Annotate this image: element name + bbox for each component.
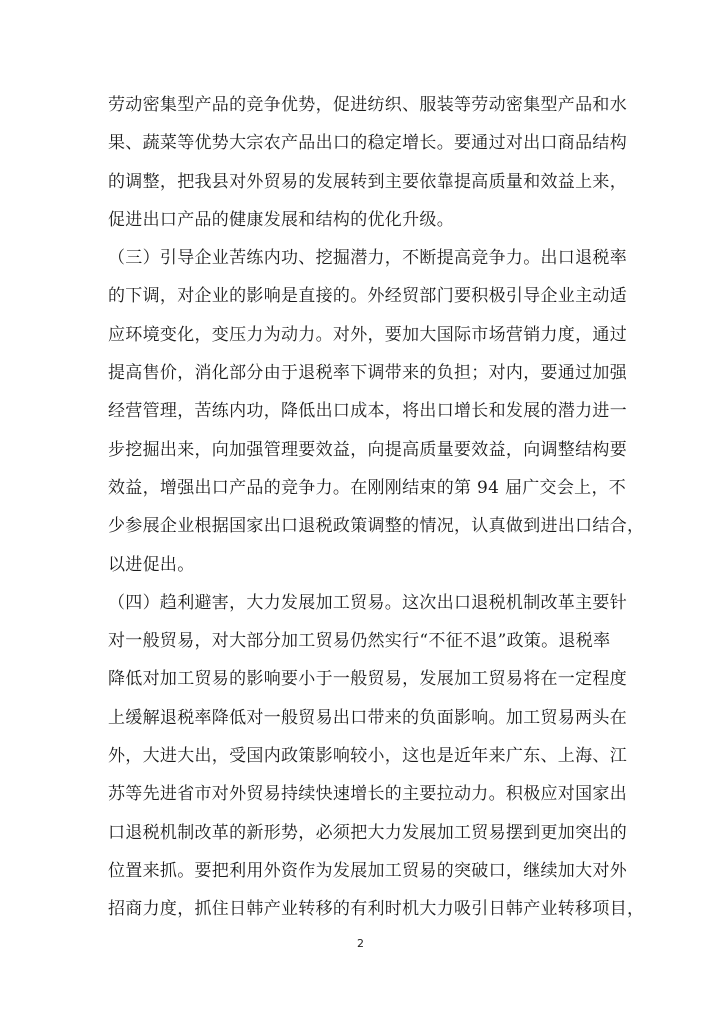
text-line: 少参展企业根据国家出口退税政策调整的情况，认真做到进出口结合，	[108, 516, 645, 537]
text-line: 效益，增强出口产品的竞争力。在刚刚结束的第 94 届广交会上，不	[108, 477, 627, 498]
text-line: 口退税机制改革的新形势，必须把大力发展加工贸易摆到更加突出的	[108, 822, 627, 843]
text-line: 促进出口产品的健康发展和结构的优化升级。	[108, 209, 454, 230]
text-line: 劳动密集型产品的竞争优势，促进纺织、服装等劳动密集型产品和水	[108, 95, 627, 115]
section-heading-line: （三）引导企业苦练内功、挖掘潜力，不断提高竞争力。出口退税率	[108, 248, 627, 269]
text-line: 步挖掘出来，向加强管理要效益，向提高质量要效益，向调整结构要	[108, 439, 627, 460]
text-line: 对一般贸易，对大部分加工贸易仍然实行“不征不退”政策。退税率	[108, 631, 611, 652]
text-line: 苏等先进省市对外贸易持续快速增长的主要拉动力。积极应对国家出	[108, 784, 627, 805]
body-text	[108, 86, 645, 929]
text-line: 的调整，把我县对外贸易的发展转到主要依靠提高质量和效益上来，	[108, 171, 627, 192]
text-line: 果、蔬菜等优势大宗农产品出口的稳定增长。要通过对出口商品结构	[108, 133, 627, 154]
page-number: 2	[357, 937, 364, 950]
section-heading-line: （四）趋利避害，大力发展加工贸易。这次出口退税机制改革主要针	[108, 592, 627, 613]
text-line: 提高售价，消化部分由于退税率下调带来的负担；对内，要通过加强	[108, 363, 627, 384]
text-line: 上缓解退税率降低对一般贸易出口带来的负面影响。加工贸易两头在	[108, 707, 627, 728]
text-line: 的下调，对企业的影响是直接的。外经贸部门要积极引导企业主动适	[108, 286, 627, 307]
text-line: 位置来抓。要把利用外资作为发展加工贸易的突破口，继续加大对外	[108, 860, 627, 881]
text-line: 以进促出。	[108, 554, 195, 575]
text-line: 应环境变化，变压力为动力。对外，要加大国际市场营销力度，通过	[108, 324, 627, 345]
text-line: 经营管理，苦练内功，降低出口成本，将出口增长和发展的潜力进一	[108, 401, 627, 422]
text-line: 降低对加工贸易的影响要小于一般贸易，发展加工贸易将在一定程度	[108, 669, 627, 690]
text-line: 外，大进大出，受国内政策影响较小，这也是近年来广东、上海、江	[108, 746, 627, 767]
text-line: 招商力度，抓住日韩产业转移的有利时机大力吸引日韩产业转移项目，	[108, 899, 645, 920]
